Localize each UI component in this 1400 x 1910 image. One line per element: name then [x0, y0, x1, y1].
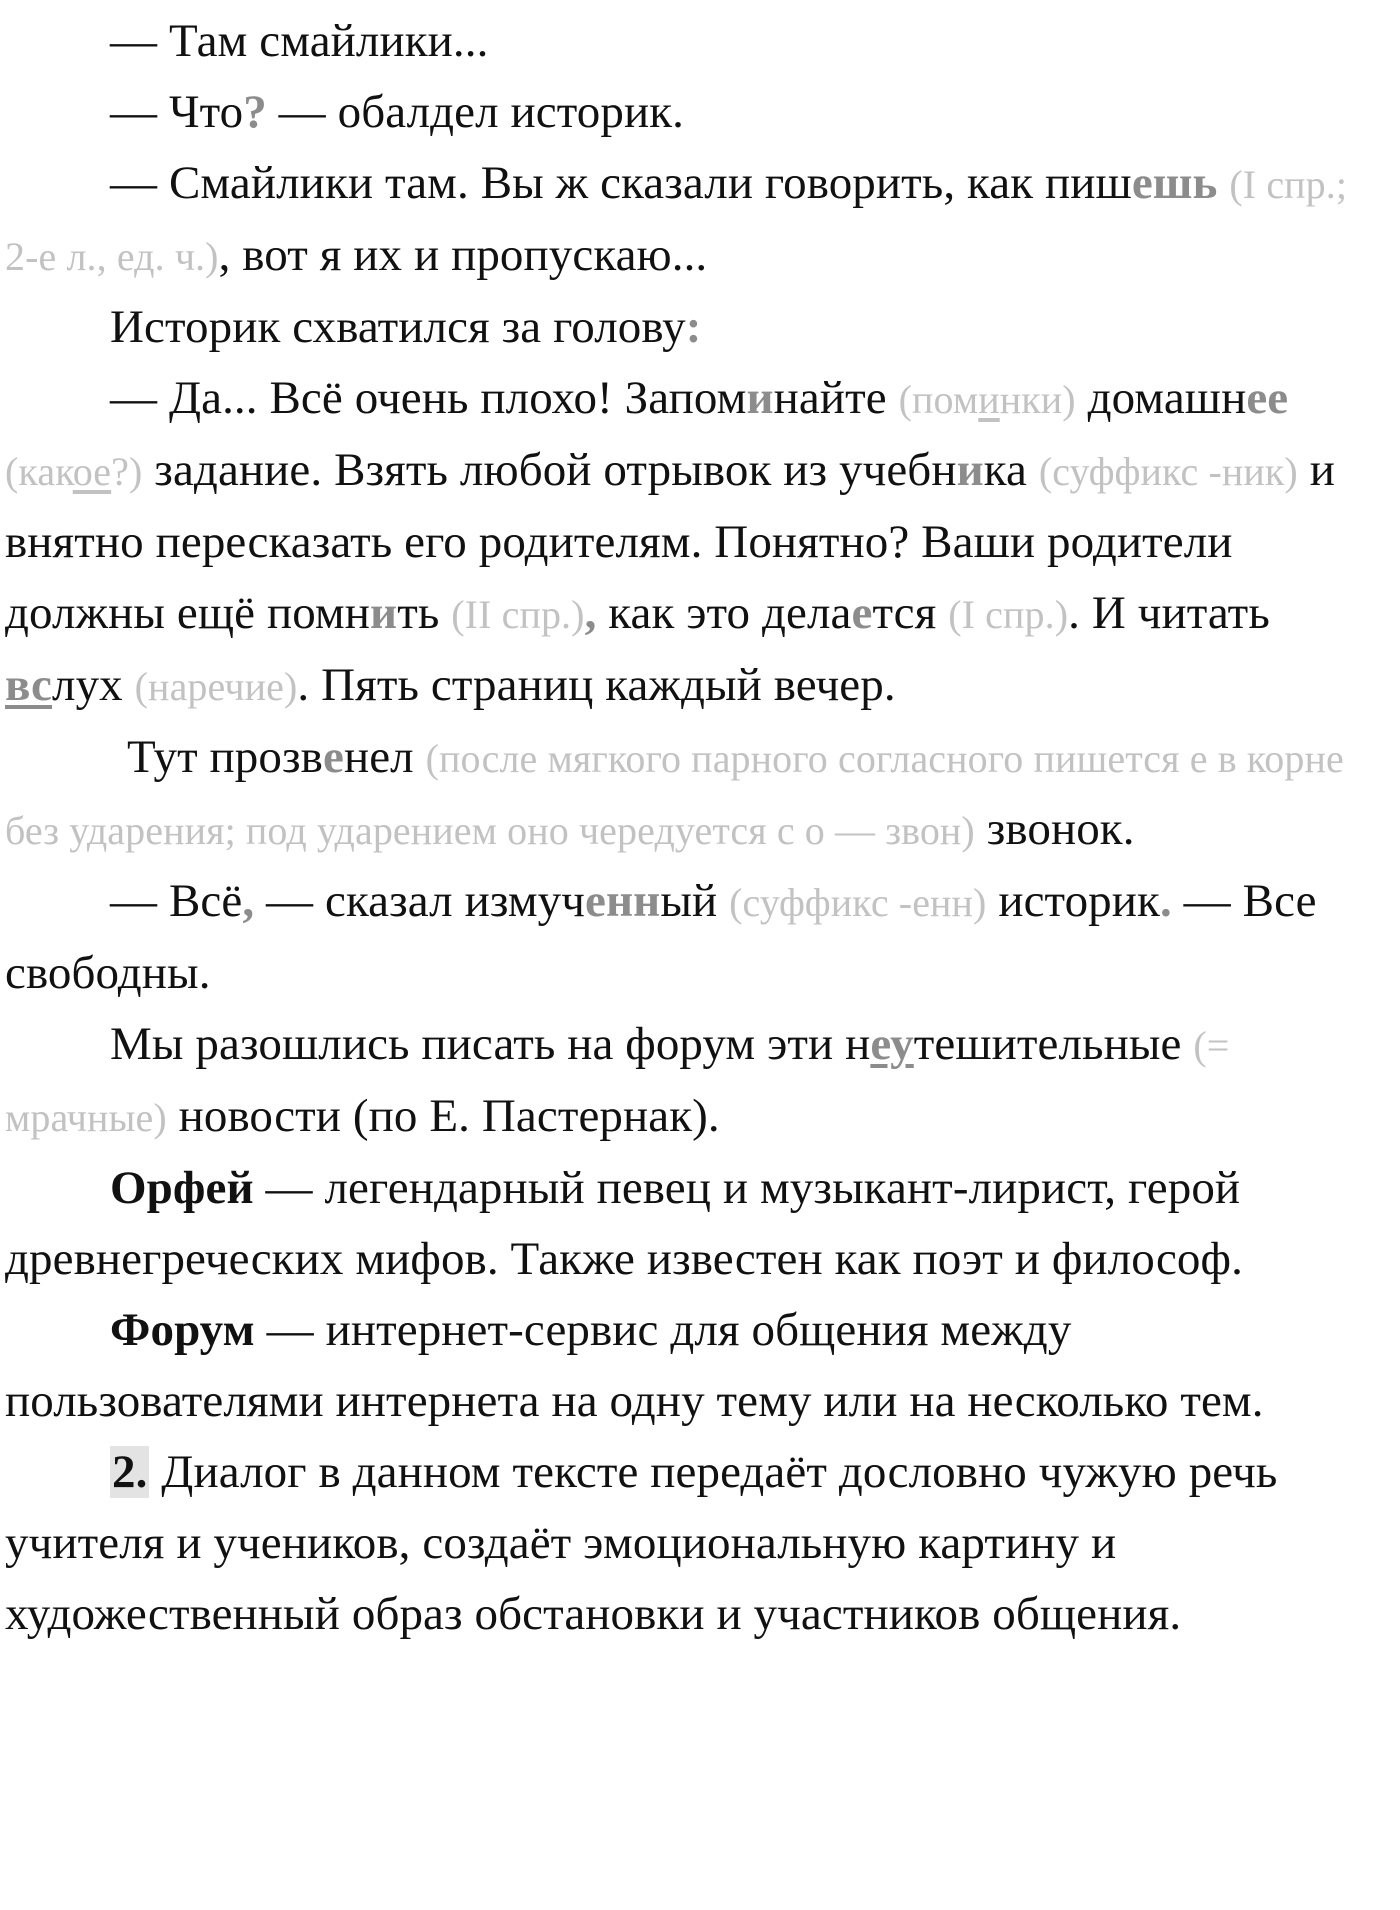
grammar-note: (как [5, 449, 73, 494]
grammar-note: (I спр.; 2-е л., ед. ч.) [5, 162, 1348, 279]
text-run: — сказал измуч [254, 875, 586, 927]
text-run: Историк схватился за голову [110, 301, 686, 353]
paragraph [5, 77, 1390, 148]
grammar-note: (после мягкого парного согласного пишется е в корне без ударения; под ударением оно чередуется с о — звон) [5, 736, 1344, 853]
highlighted-spelling: вс [5, 659, 53, 711]
paragraph [5, 722, 1390, 866]
grammar-note: ?) [111, 449, 143, 494]
highlighted-spelling: и [956, 444, 984, 496]
text-run: тся [872, 587, 949, 639]
text-run: — Там смайлики... [110, 15, 489, 67]
grammar-note: (пом [898, 377, 979, 422]
text-run: Диалог в данном тексте передаёт дословно чужую речь учителя и учеников, создаёт эмоциональную картину и художественный образ обстановки и участников общения. [5, 1446, 1278, 1640]
text-run: — Всё [110, 875, 243, 927]
highlighted-spelling: и [746, 372, 774, 424]
paragraph [5, 1295, 1390, 1437]
document-text [5, 6, 1390, 1650]
grammar-note: ое [72, 449, 112, 494]
text-run: новости (по Е. Пастернак). [166, 1090, 720, 1142]
highlighted-spelling: ее [1246, 372, 1289, 424]
paragraph [5, 866, 1390, 1009]
grammar-note: (суффикс -енн) [729, 880, 987, 925]
highlighted-spelling: ешь [1131, 157, 1218, 209]
paragraph [5, 1009, 1390, 1153]
grammar-note: (II спр.) [451, 592, 585, 637]
text-run: звонок. [974, 803, 1135, 855]
grammar-note: и [978, 377, 1000, 422]
text-run: и внятно пересказать его родителям. Понятно? Ваши родители должны ещё помн [5, 444, 1335, 639]
text-run: — Что [110, 86, 244, 138]
text-run: как это дела [596, 587, 852, 639]
highlighted-spelling: , [584, 587, 597, 639]
term: Форум [110, 1304, 255, 1356]
text-run: ть [397, 587, 452, 639]
text-run: тешительные [913, 1018, 1194, 1070]
highlighted-spelling: енн [585, 875, 661, 927]
text-run: — интернет-сервис для общения между пользователями интернета на одну тему или на несколько тем. [5, 1304, 1264, 1427]
term: Орфей [110, 1162, 254, 1214]
paragraph [5, 292, 1390, 363]
text-run: ый [660, 875, 730, 927]
paragraph [5, 363, 1390, 722]
text-run: лух [52, 659, 135, 711]
paragraph [5, 148, 1390, 292]
paragraph [5, 1153, 1390, 1295]
text-run: — Смайлики там. Вы ж сказали говорить, как пиш [110, 157, 1132, 209]
text-run: ка [983, 444, 1039, 496]
highlighted-spelling: и [370, 587, 398, 639]
text-run: найте [773, 372, 899, 424]
text-run: нел [343, 731, 426, 783]
grammar-note: (суффикс -ник) [1038, 449, 1298, 494]
task-number: 2. [112, 1446, 148, 1498]
highlighted-spelling: ? [243, 86, 267, 138]
highlighted-spelling: . [1159, 875, 1172, 927]
text-run [1218, 157, 1230, 209]
text-run: задание. Взять любой отрывок из учебн [142, 444, 957, 496]
highlighted-spelling: , [242, 875, 255, 927]
grammar-note: (I спр.) [948, 592, 1069, 637]
text-run: историк [986, 875, 1160, 927]
grammar-note: нки) [999, 377, 1076, 422]
highlighted-spelling: еу [870, 1018, 914, 1070]
highlighted-spelling: е [851, 587, 873, 639]
text-run: домашн [1075, 372, 1247, 424]
text-run: — обалдел историк. [266, 86, 685, 138]
text-run: . И читать [1068, 587, 1270, 639]
highlighted-spelling: е [322, 731, 344, 783]
text-run: . Пять страниц каждый вечер. [297, 659, 896, 711]
text-run: — Все свободны. [5, 875, 1317, 999]
paragraph [5, 1437, 1390, 1650]
text-run: — легендарный певец и музыкант-лирист, герой древнегреческих мифов. Также известен как поэт и философ. [5, 1162, 1243, 1285]
paragraph [5, 6, 1390, 77]
grammar-note: (= мрачные) [5, 1023, 1230, 1140]
grammar-note: (наречие) [134, 664, 298, 709]
highlighted-spelling: : [685, 301, 702, 353]
text-run: Тут прозв [127, 731, 323, 783]
text-run: , вот я их и пропускаю... [218, 229, 708, 281]
text-run: — Да... Всё очень плохо! Запом [110, 372, 747, 424]
text-run: Мы разошлись писать на форум эти н [110, 1018, 871, 1070]
